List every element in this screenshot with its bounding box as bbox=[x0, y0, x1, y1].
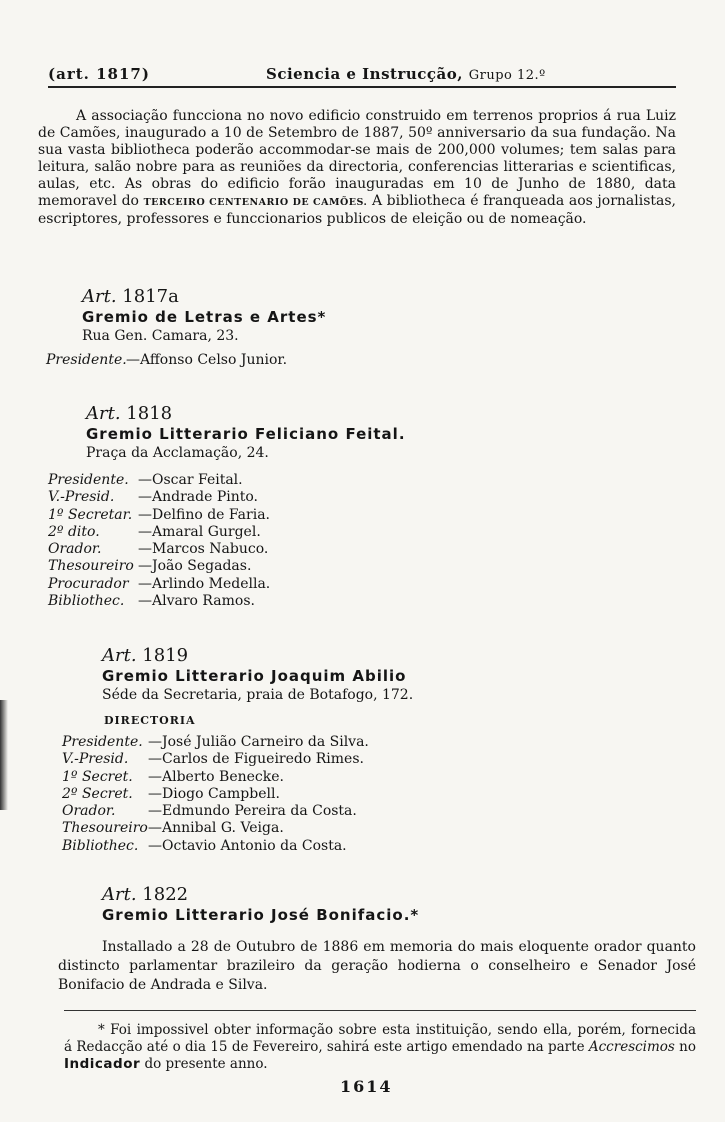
role-person: —Alvaro Ramos. bbox=[138, 593, 255, 610]
role-row bbox=[48, 558, 270, 575]
role-title: Bibliothec. bbox=[62, 837, 139, 854]
article-1822 bbox=[102, 884, 419, 925]
role-row bbox=[48, 524, 270, 541]
role-row bbox=[62, 786, 369, 803]
association-name: Gremio Litterario José Bonifacio.* bbox=[102, 906, 420, 924]
footnote-emph: Accrescimos bbox=[588, 1039, 675, 1055]
footnote-rule bbox=[64, 1010, 696, 1011]
footnote-part2: no bbox=[679, 1039, 696, 1055]
header-article-ref: (art. 1817) bbox=[48, 65, 150, 83]
article-1819 bbox=[102, 645, 413, 704]
role-title: 2º Secret. bbox=[62, 785, 133, 802]
roles-1819 bbox=[62, 734, 369, 855]
role-row bbox=[48, 489, 270, 506]
role-title: Thesoureiro bbox=[62, 820, 148, 837]
role-row bbox=[48, 507, 270, 524]
article-prefix: Art. bbox=[102, 645, 137, 666]
role-title: V.-Presid. bbox=[62, 751, 129, 768]
role-title: Orador. bbox=[48, 541, 102, 558]
footnote-part3: do presente anno. bbox=[144, 1056, 268, 1072]
role-person: —José Julião Carneiro da Silva. bbox=[148, 734, 369, 750]
association-address: Rua Gen. Camara, 23. bbox=[82, 328, 239, 344]
article-prefix: Art. bbox=[102, 884, 137, 905]
association-address: Séde da Secretaria, praia de Botafogo, 172. bbox=[102, 687, 414, 703]
role-row bbox=[48, 576, 270, 593]
role-title: Bibliothec. bbox=[48, 593, 125, 610]
association-name: Gremio de Letras e Artes* bbox=[82, 308, 327, 326]
article-number: 1818 bbox=[126, 403, 173, 424]
role-person: —Carlos de Figueiredo Rimes. bbox=[148, 751, 364, 768]
role-row bbox=[62, 838, 369, 855]
role-person: —Annibal G. Veiga. bbox=[148, 820, 284, 837]
role-title: Thesoureiro bbox=[48, 558, 134, 575]
role-person: —Delfino de Faria. bbox=[138, 506, 270, 523]
role-person: —João Segadas. bbox=[138, 558, 252, 575]
directory-label: DIRECTORIA bbox=[104, 714, 196, 727]
role-person: —Arlindo Medella. bbox=[138, 575, 271, 592]
footnote-bold: Indicador bbox=[64, 1056, 141, 1072]
page-number: 1614 bbox=[340, 1077, 393, 1096]
article-prefix: Art. bbox=[86, 403, 121, 424]
role-person: —Oscar Feital. bbox=[138, 472, 243, 488]
role-title: 1º Secretar. bbox=[48, 506, 133, 523]
article-title bbox=[102, 645, 413, 667]
role-row bbox=[62, 734, 369, 751]
role-row bbox=[46, 352, 287, 369]
header-section bbox=[266, 65, 546, 83]
scan-edge-shadow bbox=[0, 700, 8, 810]
role-person: —Amaral Gurgel. bbox=[138, 523, 261, 540]
header-group: Grupo 12.º bbox=[468, 68, 546, 83]
role-row bbox=[48, 541, 270, 558]
roles-1817a bbox=[46, 352, 287, 369]
association-address: Praça da Acclamação, 24. bbox=[86, 445, 269, 461]
article-number: 1817a bbox=[122, 286, 179, 307]
association-name: Gremio Litterario Feliciano Feital. bbox=[86, 425, 406, 443]
article-prefix: Art. bbox=[82, 286, 117, 307]
role-title: Presidente. bbox=[48, 472, 129, 488]
role-row bbox=[48, 593, 270, 610]
role-title: 2º dito. bbox=[48, 523, 100, 540]
article-1818 bbox=[86, 403, 406, 462]
role-row bbox=[62, 769, 369, 786]
footnote bbox=[64, 1022, 696, 1073]
role-title: Presidente. bbox=[62, 734, 143, 750]
role-person: —Diogo Campbell. bbox=[148, 785, 280, 802]
intro-text-before: A associação funcciona no novo edificio construido em terrenos proprios á rua Luiz de Camões, inaugurado a 10 de Setembro de 1887, 50º anniversario da sua fundação. Na sua vasta bibliotheca poderão accommodar-se mais de 200,000 volumes; tem salas para leitura, salão nobre para as reuniões da directoria, conferencias litterarias e scientificas, aulas, etc. As obras do edificio forão inauguradas em 10 de Junho de 1880, data memoravel do bbox=[38, 108, 676, 209]
role-row bbox=[48, 472, 270, 489]
intro-paragraph bbox=[38, 108, 676, 228]
intro-text-after: A bibliotheca é franqueada aos jornalistas, escriptores, professores e funccionarios publicos de eleição ou de nomeação. bbox=[38, 193, 676, 227]
role-person: —Affonso Celso Junior. bbox=[126, 352, 288, 368]
role-title: Presidente. bbox=[46, 352, 127, 368]
footnote-part1: * Foi impossivel obter informação sobre esta instituição, sendo ella, porém, fornecida á Redacção até o dia 15 de Fevereiro, sahirá este artigo emendado na parte bbox=[64, 1022, 696, 1055]
article-title bbox=[82, 286, 326, 308]
intro-smallcaps: TERCEIRO CENTENARIO DE CAMÕES. bbox=[143, 197, 368, 208]
page-header bbox=[48, 64, 676, 88]
role-person: —Andrade Pinto. bbox=[138, 489, 258, 506]
role-row bbox=[62, 820, 369, 837]
article-number: 1822 bbox=[142, 884, 189, 905]
role-title: Orador. bbox=[62, 803, 116, 820]
article-title bbox=[102, 884, 419, 906]
role-row bbox=[62, 803, 369, 820]
association-name: Gremio Litterario Joaquim Abilio bbox=[102, 667, 407, 685]
role-title: V.-Presid. bbox=[48, 489, 115, 506]
role-row bbox=[62, 751, 369, 768]
header-section-title: Sciencia e Instrucção, bbox=[266, 65, 463, 83]
role-person: —Edmundo Pereira da Costa. bbox=[148, 803, 357, 820]
role-person: —Octavio Antonio da Costa. bbox=[148, 837, 347, 854]
article-title bbox=[86, 403, 406, 425]
article-number: 1819 bbox=[142, 645, 189, 666]
role-person: —Alberto Benecke. bbox=[148, 768, 284, 785]
role-title: 1º Secret. bbox=[62, 768, 133, 785]
roles-1818 bbox=[48, 472, 270, 610]
article-1817a bbox=[82, 286, 326, 345]
role-title: Procurador bbox=[48, 575, 129, 592]
role-person: —Marcos Nabuco. bbox=[138, 541, 269, 558]
article-1822-text: Installado a 28 de Outubro de 1886 em memoria do mais eloquente orador quanto distincto parlamentar brazileiro da geração hodierna o conselheiro e Senador José Bonifacio de Andrada e Silva. bbox=[58, 939, 696, 993]
